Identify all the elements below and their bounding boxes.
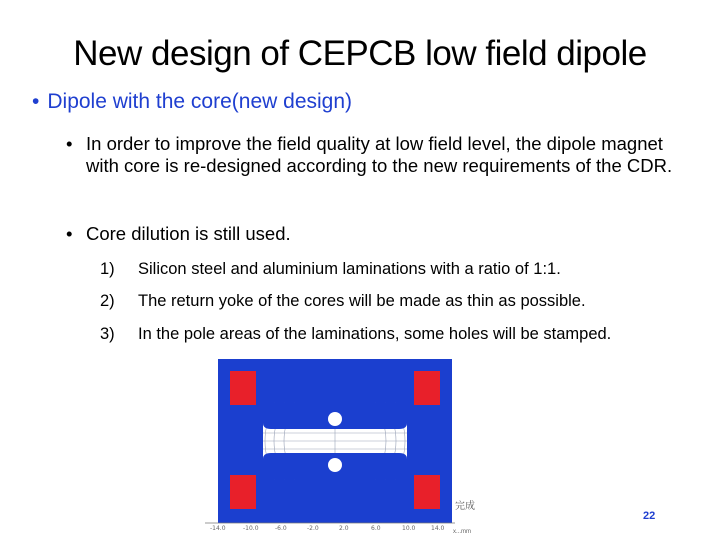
pole-hole — [328, 458, 342, 472]
axis-tick: -14.0 — [210, 525, 226, 532]
bullet-icon: • — [32, 90, 40, 113]
axis-tick: 2.0 — [339, 525, 349, 532]
axis-tick: -6.0 — [275, 525, 287, 532]
point-1-text: In order to improve the field quality at low field level, the dipole magnet with core is re-designed according to the new requirements of the CDR. — [86, 133, 673, 176]
point-2-text: Core dilution is still used. — [86, 223, 291, 244]
point-2 — [66, 223, 686, 245]
numbered-item-2 — [100, 292, 586, 311]
magnet-cross-section-figure — [205, 357, 490, 540]
bullet-icon: • — [66, 133, 73, 154]
axis-tick: 10.0 — [402, 525, 416, 532]
magnet-drawing — [205, 357, 490, 540]
item-text: The return yoke of the cores will be made as thin as possible. — [138, 292, 586, 310]
coil — [414, 371, 440, 405]
page-number: 22 — [643, 510, 656, 522]
coil — [414, 475, 440, 509]
coil — [230, 371, 256, 405]
item-number: 1) — [100, 260, 115, 278]
item-number: 2) — [100, 292, 115, 310]
coil — [230, 475, 256, 509]
axis-tick: -2.0 — [307, 525, 319, 532]
item-text: Silicon steel and aluminium laminations with a ratio of 1:1. — [138, 260, 561, 278]
axis-tick: 14.0 — [431, 525, 445, 532]
axis-tick: 6.0 — [371, 525, 381, 532]
point-1 — [66, 133, 686, 177]
numbered-item-1 — [100, 260, 561, 279]
pole-hole — [328, 412, 342, 426]
axis-unit-label: x...mm — [453, 529, 471, 535]
bullet-icon: • — [66, 223, 73, 244]
slide-title: New design of CEPCB low field dipole — [73, 34, 647, 73]
item-text: In the pole areas of the laminations, some holes will be stamped. — [138, 325, 612, 343]
axis-tick: -10.0 — [243, 525, 259, 532]
section-heading — [32, 90, 352, 114]
side-label: 完成 — [455, 501, 475, 512]
section-heading-text: Dipole with the core(new design) — [47, 90, 353, 113]
item-number: 3) — [100, 325, 115, 343]
numbered-item-3 — [100, 325, 611, 344]
